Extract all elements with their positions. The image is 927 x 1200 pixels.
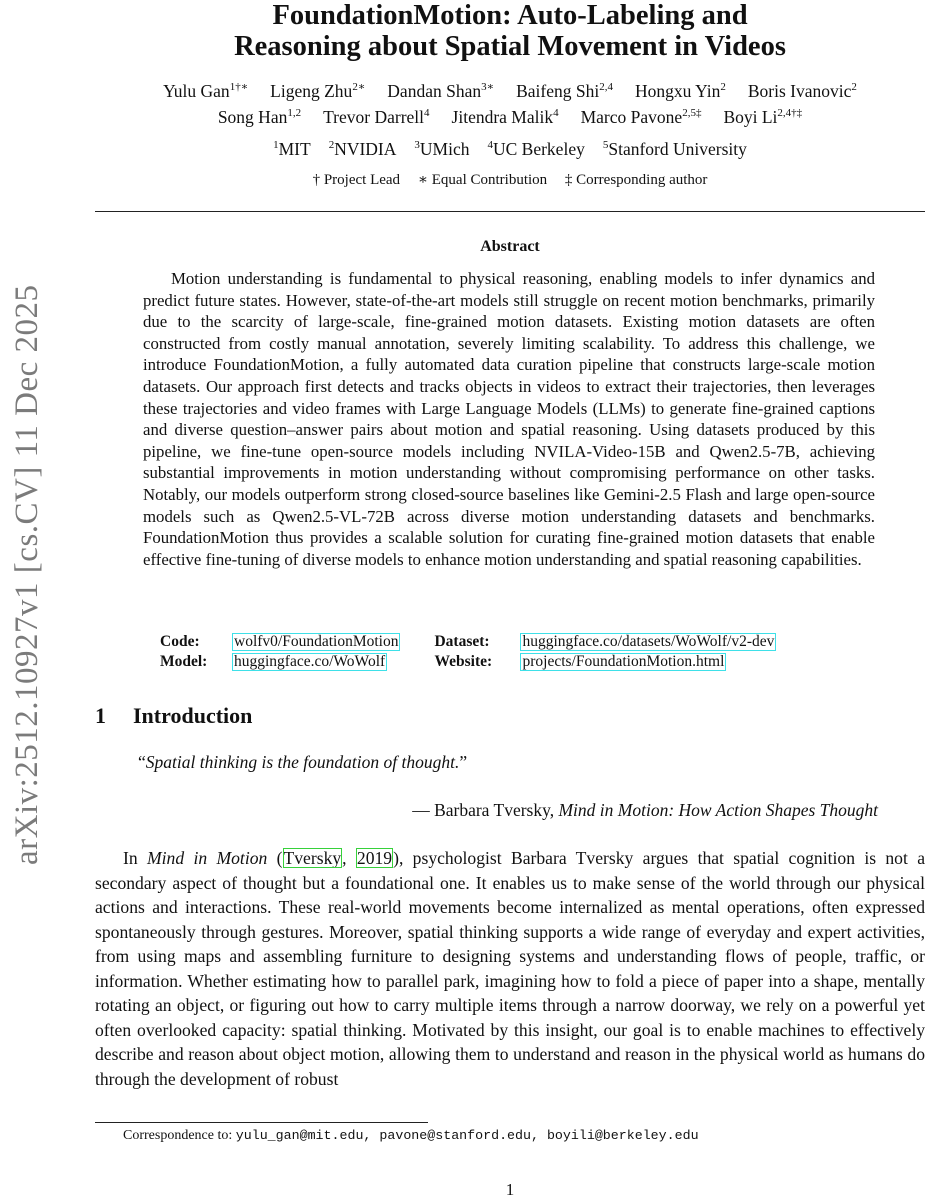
author-name: Dandan Shan	[387, 81, 482, 101]
introduction-paragraph: In Mind in Motion (Tversky, 2019), psychologist Barbara Tversky argues that spatial cognition is not a secondary aspect of thought but a foundational one. It enables us to make sense of the world through our physical actions and interactions. These real-world movements become internalized as mental operations, often expressed spontaneously through gestures. Moreover, spatial thinking supports a wide range of everyday and expert activities, from using maps and assembling furniture to designing systems and understanding flows of people, traffic, or information. Whether estimating how to parallel park, imagining how to fold a piece of paper into a shape, mentally rotating an object, or figuring out how to carry multiple items through a narrow doorway, we rely on a powerful yet often overlooked capacity: spatial thinking. Motivated by this insight, our goal is to enable machines to effectively describe and reason about object motion, allowing them to understand and reason in the physical world as humans do through the development of robust	[95, 848, 926, 1089]
author-affiliation-marker: 4	[553, 107, 559, 120]
code-label: Code:	[160, 633, 200, 650]
website-link[interactable]: projects/FoundationMotion.html	[522, 653, 725, 670]
author-name: Trevor Darrell	[323, 107, 425, 127]
author-name: Ligeng Zhu	[270, 81, 353, 101]
affiliation-item: $^4$UC Berkeley	[487, 139, 585, 159]
section-title: Introduction	[133, 703, 253, 728]
quote-text: Spatial thinking is the foundation of thought.	[145, 752, 460, 772]
citation-author-link[interactable]: Tversky	[283, 848, 342, 868]
resource-links	[160, 632, 860, 672]
paper-title	[95, 0, 925, 62]
header-rule	[95, 211, 925, 212]
affiliation-item: $^3$UMich	[414, 139, 470, 159]
author-1-1	[270, 81, 365, 101]
author-affiliation-marker: 2∗	[352, 81, 366, 94]
author-name: Song Han	[217, 107, 288, 127]
title-line-1: FoundationMotion: Auto-Labeling and	[272, 0, 748, 31]
affiliation-item: $^2$NVIDIA	[328, 139, 397, 159]
author-affiliation-marker: 2,5‡	[682, 107, 702, 120]
author-affiliation-marker: 2	[720, 81, 726, 94]
author-name: Baifeng Shi	[516, 81, 600, 101]
epigraph-quote: “Spatial thinking is the foundation of thought.”	[138, 752, 468, 772]
footnote-rule	[95, 1122, 428, 1123]
code-link[interactable]: wolfv0/FoundationMotion	[234, 633, 399, 650]
author-notes	[95, 169, 925, 191]
model-label: Model:	[160, 653, 208, 670]
dataset-label: Dataset:	[434, 633, 490, 650]
author-name: Jitendra Malik	[451, 107, 554, 127]
author-2-0	[218, 107, 301, 127]
author-2-4	[723, 107, 802, 127]
affiliations	[95, 137, 925, 161]
author-name: Boyi Li	[723, 107, 778, 127]
author-affiliation-marker: 1,2	[287, 107, 302, 120]
model-link[interactable]: huggingface.co/WoWolf	[234, 653, 386, 670]
abstract-heading: Abstract	[480, 238, 540, 255]
author-name: Yulu Gan	[163, 81, 230, 101]
note-corresponding-author: ‡ Corresponding author	[564, 172, 708, 188]
author-row-2	[95, 104, 925, 130]
affiliation-item: $^1$MIT	[273, 139, 311, 159]
author-2-3	[581, 107, 702, 127]
author-1-5	[748, 81, 857, 101]
author-name: Boris Ivanovic	[747, 81, 852, 101]
author-affiliation-marker: 2,4	[599, 81, 613, 94]
section-heading-introduction	[95, 703, 252, 729]
book-title: Mind in Motion	[147, 848, 268, 868]
affiliation-item: $^5$Stanford University	[602, 139, 747, 159]
correspondence-footnote: Correspondence to: yulu_gan@mit.edu, pavone@stanford.edu, boyili@berkeley.edu	[123, 1128, 699, 1143]
dataset-link[interactable]: huggingface.co/datasets/WoWolf/v2-dev	[522, 633, 775, 650]
author-2-1	[323, 107, 429, 127]
author-affiliation-marker: 4	[424, 107, 430, 120]
note-equal-contribution: ∗ Equal Contribution	[417, 172, 548, 188]
author-2-2	[452, 107, 559, 127]
title-line-2: Reasoning about Spatial Movement in Videos	[234, 31, 786, 62]
section-number: 1	[95, 703, 106, 728]
author-1-4	[635, 81, 726, 101]
attribution-book: Mind in Motion: How Action Shapes Thought	[558, 800, 878, 820]
epigraph-attribution: — Barbara Tversky, Mind in Motion: How Action Shapes Thought	[412, 800, 878, 820]
author-1-2	[387, 81, 494, 101]
citation-year-link[interactable]: 2019	[356, 848, 393, 868]
arxiv-identifier-stamp: arXiv:2512.10927v1 [cs.CV] 11 Dec 2025	[9, 284, 45, 866]
author-1-3	[516, 81, 613, 101]
website-label: Website:	[434, 653, 493, 670]
author-name: Hongxu Yin	[634, 81, 721, 101]
author-affiliation-marker: 2	[851, 81, 857, 94]
abstract-text: Motion understanding is fundamental to physical reasoning, enabling models to infer dynamics and predict future states. However, state-of-the-art models still struggle on recent motion benchmarks, primarily due to the scarcity of large-scale, fine-grained motion datasets. Existing motion datasets are often constructed from costly manual annotation, severely limiting scalability. To address this challenge, we introduce FoundationMotion, a fully automated data curation pipeline that constructs large-scale motion datasets. Our approach first detects and tracks objects in videos to extract their trajectories, then leverages these trajectories and video frames with Large Language Models (LLMs) to generate fine-grained captions and diverse question–answer pairs about motion and spatial reasoning. Using datasets produced by this pipeline, we fine-tune open-source models including NVILA-Video-15B and Qwen2.5-7B, achieving substantial improvements in motion understanding without compromising performance on other tasks. Notably, our models outperform strong closed-source baselines like Gemini-2.5 Flash and large open-source models such as Qwen2.5-VL-72B across diverse motion understanding datasets and benchmarks. FoundationMotion thus provides a scalable solution for curating fine-grained motion datasets that enable effective fine-tuning of diverse models to enhance motion understanding and spatial reasoning capabilities.	[143, 269, 875, 569]
note-project-lead: † Project Lead	[312, 172, 401, 188]
author-row-1	[95, 78, 925, 104]
correspondence-emails[interactable]: yulu_gan@mit.edu, pavone@stanford.edu, boyili@berkeley.edu	[235, 1128, 699, 1143]
author-list	[95, 78, 925, 130]
author-name: Marco Pavone	[580, 107, 683, 127]
author-affiliation-marker: 1†∗	[229, 81, 249, 94]
author-1-0	[163, 81, 248, 101]
page-number: 1	[505, 1180, 515, 1199]
author-affiliation-marker: 2,4†‡	[777, 107, 803, 120]
author-affiliation-marker: 3∗	[481, 81, 495, 94]
